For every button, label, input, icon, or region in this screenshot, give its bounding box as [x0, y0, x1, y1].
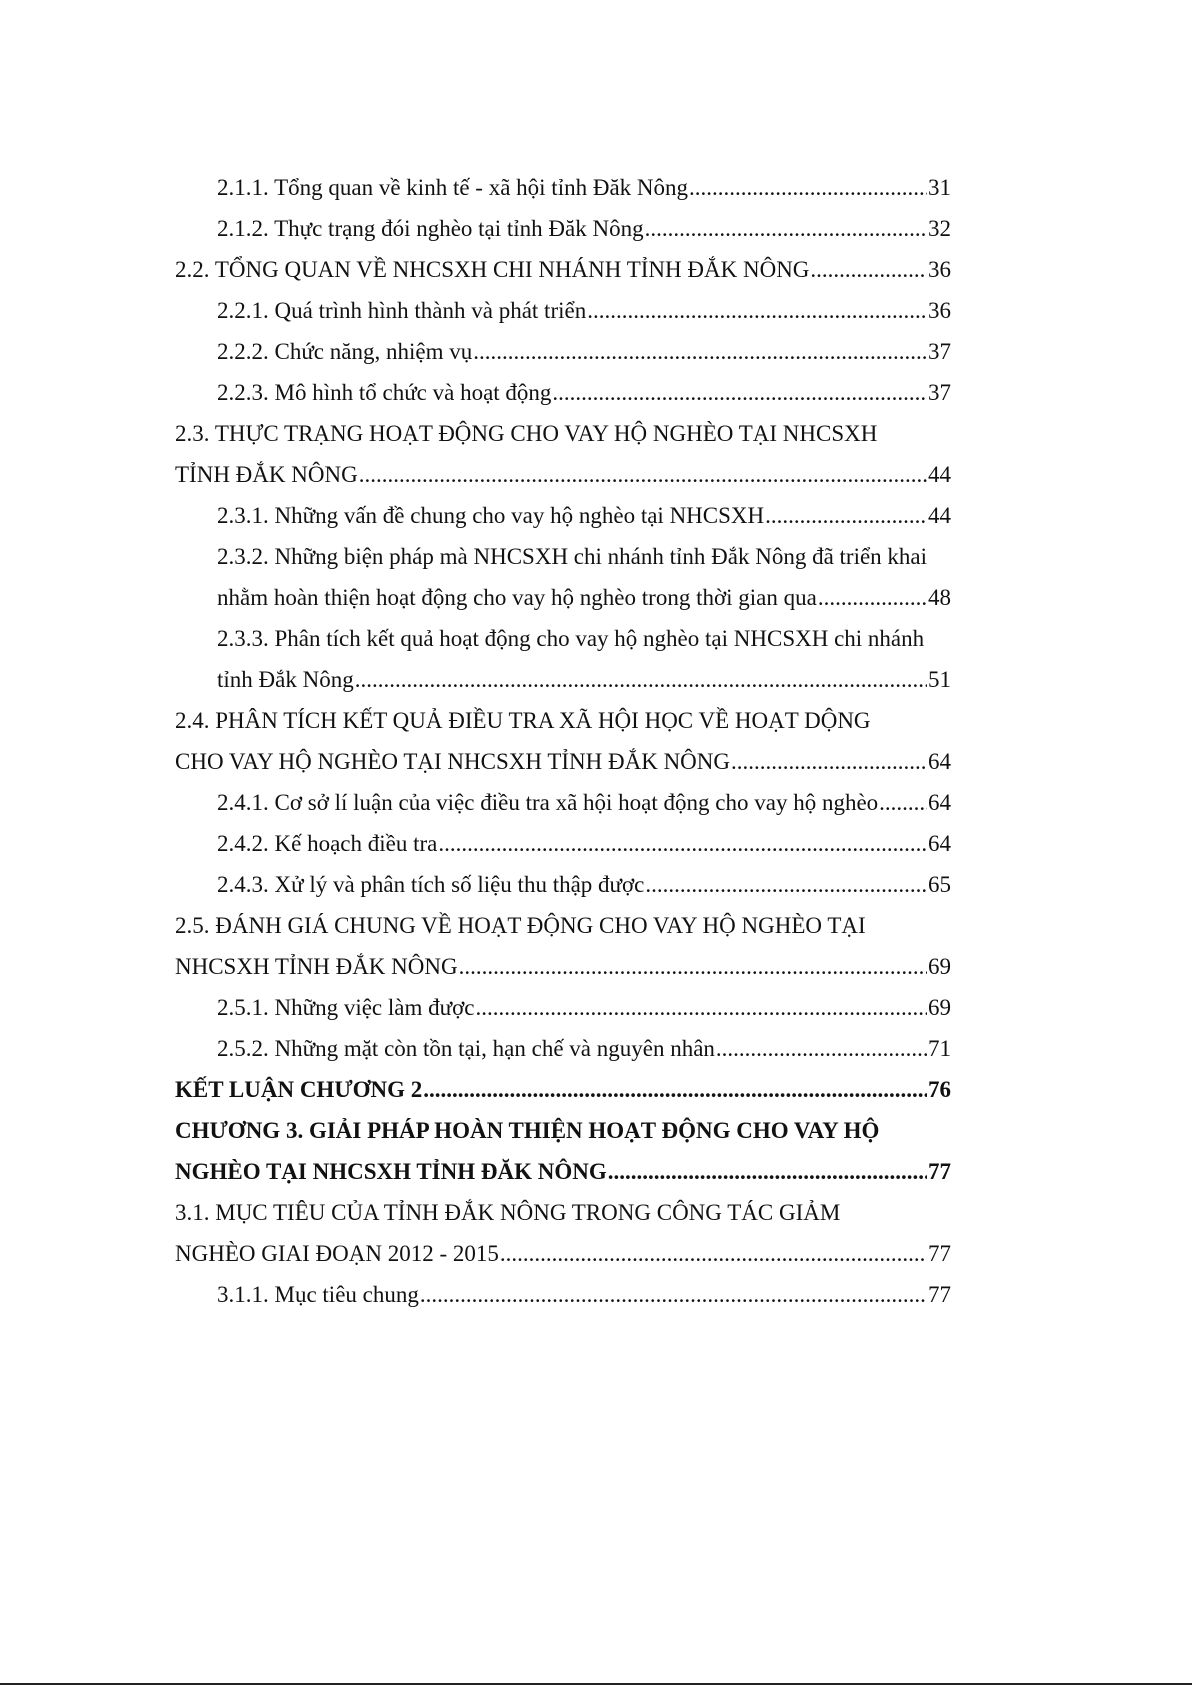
- toc-entry-title-line: 2.3.2. Những biện pháp mà NHCSXH chi nhánh tỉnh Đắk Nông đã triển khai: [217, 544, 928, 569]
- toc-entry-title: nhằm hoàn thiện hoạt động cho vay hộ nghèo trong thời gian qua: [217, 585, 817, 610]
- toc-page-number: 51: [928, 667, 951, 692]
- toc-entry-title-line: 2.3. THỰC TRẠNG HOẠT ĐỘNG CHO VAY HỘ NGHÈO TẠI NHCSXH: [175, 421, 878, 446]
- toc-entry[interactable]: [175, 1069, 951, 1110]
- toc-leader-dots: [731, 741, 927, 782]
- toc-entry[interactable]: [175, 1028, 951, 1069]
- toc-entry-title: 2.3.1. Những vấn đề chung cho vay hộ nghèo tại NHCSXH: [217, 503, 765, 528]
- toc-entry-title-line: 2.4. PHÂN TÍCH KẾT QUẢ ĐIỀU TRA XÃ HỘI HỌC VỀ HOẠT DỘNG: [175, 708, 871, 733]
- toc-entry-title: 2.4.3. Xử lý và phân tích số liệu thu thập được: [217, 872, 645, 897]
- toc-entry-title-line: CHƯƠNG 3. GIẢI PHÁP HOÀN THIỆN HOẠT ĐỘNG CHO VAY HỘ: [175, 1118, 880, 1143]
- toc-entry-title-line: 3.1. MỤC TIÊU CỦA TỈNH ĐẮK NÔNG TRONG CÔNG TÁC GIẢM: [175, 1200, 841, 1225]
- toc-leader-dots: [716, 1028, 927, 1069]
- toc-page-number: 69: [928, 995, 951, 1020]
- toc-line: [175, 454, 951, 495]
- toc-entry[interactable]: [175, 372, 951, 413]
- toc-line: [175, 249, 951, 290]
- toc-line: [175, 1233, 951, 1274]
- toc-line: [217, 1274, 951, 1315]
- toc-leader-dots: [608, 1151, 927, 1192]
- toc-page-number: 71: [928, 1036, 951, 1061]
- toc-line: [217, 208, 951, 249]
- toc-leader-dots: [500, 1233, 927, 1274]
- toc-line: [175, 741, 951, 782]
- toc-entry[interactable]: [175, 823, 951, 864]
- toc-leader-dots: [423, 1069, 927, 1110]
- toc-line: [217, 577, 951, 618]
- toc-page-number: 77: [928, 1159, 951, 1184]
- toc-page-number: 77: [928, 1241, 951, 1266]
- toc-leader-dots: [552, 372, 927, 413]
- toc-entry[interactable]: [175, 536, 951, 618]
- toc-entry-title: NGHÈO TẠI NHCSXH TỈNH ĐĂK NÔNG: [175, 1159, 607, 1184]
- table-of-contents: [175, 167, 951, 1315]
- toc-line: [217, 495, 951, 536]
- toc-leader-dots: [765, 495, 927, 536]
- toc-page-number: 69: [928, 954, 951, 979]
- toc-line: [217, 987, 951, 1028]
- toc-entry[interactable]: [175, 290, 951, 331]
- toc-entry[interactable]: [175, 249, 951, 290]
- toc-leader-dots: [587, 290, 927, 331]
- toc-page-number: 37: [928, 380, 951, 405]
- toc-page-number: 36: [928, 257, 951, 282]
- toc-line: [217, 659, 951, 700]
- toc-entry-title: NGHÈO GIAI ĐOẠN 2012 - 2015: [175, 1241, 499, 1266]
- toc-entry[interactable]: [175, 905, 951, 987]
- toc-entry-title: tỉnh Đắk Nông: [217, 667, 354, 692]
- toc-line: [217, 331, 951, 372]
- toc-entry[interactable]: [175, 413, 951, 495]
- toc-line: [217, 1028, 951, 1069]
- toc-line: [175, 1151, 951, 1192]
- toc-entry-title: 3.1.1. Mục tiêu chung: [217, 1282, 419, 1307]
- toc-line: [217, 864, 951, 905]
- toc-entry-title: 2.4.2. Kế hoạch điều tra: [217, 831, 438, 856]
- toc-entry[interactable]: [175, 1274, 951, 1315]
- toc-page-number: 48: [928, 585, 951, 610]
- toc-entry[interactable]: [175, 782, 951, 823]
- toc-page-number: 36: [928, 298, 951, 323]
- toc-line: [217, 290, 951, 331]
- toc-entry[interactable]: [175, 1110, 951, 1192]
- toc-entry[interactable]: [175, 987, 951, 1028]
- toc-entry-title: NHCSXH TỈNH ĐẮK NÔNG: [175, 954, 458, 979]
- toc-page-number: 44: [928, 503, 951, 528]
- toc-line: [217, 372, 951, 413]
- toc-entry-title-line: 2.3.3. Phân tích kết quả hoạt động cho vay hộ nghèo tại NHCSXH chi nhánh: [217, 626, 925, 651]
- toc-leader-dots: [355, 659, 927, 700]
- toc-leader-dots: [810, 249, 927, 290]
- toc-page-number: 64: [928, 790, 951, 815]
- toc-leader-dots: [645, 208, 927, 249]
- toc-line: [175, 946, 951, 987]
- toc-leader-dots: [420, 1274, 927, 1315]
- toc-page-number: 44: [928, 462, 951, 487]
- toc-page-number: 37: [928, 339, 951, 364]
- toc-line: [217, 167, 951, 208]
- toc-entry-title-line: 2.5. ĐÁNH GIÁ CHUNG VỀ HOẠT ĐỘNG CHO VAY HỘ NGHÈO TẠI: [175, 913, 866, 938]
- toc-page-number: 76: [928, 1077, 951, 1102]
- toc-leader-dots: [818, 577, 927, 618]
- toc-leader-dots: [475, 987, 927, 1028]
- toc-page-number: 31: [928, 175, 951, 200]
- toc-page-number: 32: [928, 216, 951, 241]
- toc-entry-title: 2.1.1. Tổng quan về kinh tế - xã hội tỉnh Đăk Nông: [217, 175, 689, 200]
- toc-entry[interactable]: [175, 618, 951, 700]
- toc-leader-dots: [438, 823, 927, 864]
- toc-line: [217, 782, 951, 823]
- toc-entry-title: 2.2. TỔNG QUAN VỀ NHCSXH CHI NHÁNH TỈNH ĐẮK NÔNG: [175, 257, 810, 282]
- toc-leader-dots: [689, 167, 927, 208]
- toc-leader-dots: [473, 331, 927, 372]
- toc-leader-dots: [359, 454, 927, 495]
- toc-entry-title: TỈNH ĐẮK NÔNG: [175, 462, 358, 487]
- toc-page-number: 64: [928, 749, 951, 774]
- toc-entry-title: 2.2.3. Mô hình tổ chức và hoạt động: [217, 380, 552, 405]
- toc-leader-dots: [459, 946, 927, 987]
- toc-entry-title: 2.2.2. Chức năng, nhiệm vụ: [217, 339, 473, 364]
- toc-entry[interactable]: [175, 700, 951, 782]
- toc-entry[interactable]: [175, 167, 951, 208]
- toc-page-number: 77: [928, 1282, 951, 1307]
- toc-page-number: 64: [928, 831, 951, 856]
- toc-leader-dots: [879, 782, 927, 823]
- toc-line: [217, 823, 951, 864]
- toc-entry-title: CHO VAY HỘ NGHÈO TẠI NHCSXH TỈNH ĐẮK NÔNG: [175, 749, 731, 774]
- toc-entry-title: 2.2.1. Quá trình hình thành và phát triển: [217, 298, 587, 323]
- toc-line: [175, 1069, 951, 1110]
- toc-page-number: 65: [928, 872, 951, 897]
- toc-entry[interactable]: [175, 208, 951, 249]
- toc-entry[interactable]: [175, 331, 951, 372]
- toc-entry-title: 2.1.2. Thực trạng đói nghèo tại tỉnh Đăk Nông: [217, 216, 644, 241]
- toc-entry[interactable]: [175, 495, 951, 536]
- toc-entry-title: KẾT LUẬN CHƯƠNG 2: [175, 1077, 423, 1102]
- toc-entry[interactable]: [175, 1192, 951, 1274]
- toc-entry-title: 2.5.1. Những việc làm được: [217, 995, 475, 1020]
- toc-leader-dots: [645, 864, 927, 905]
- toc-entry[interactable]: [175, 864, 951, 905]
- toc-entry-title: 2.5.2. Những mặt còn tồn tại, hạn chế và nguyên nhân: [217, 1036, 715, 1061]
- toc-entry-title: 2.4.1. Cơ sở lí luận của việc điều tra xã hội hoạt động cho vay hộ nghèo: [217, 790, 879, 815]
